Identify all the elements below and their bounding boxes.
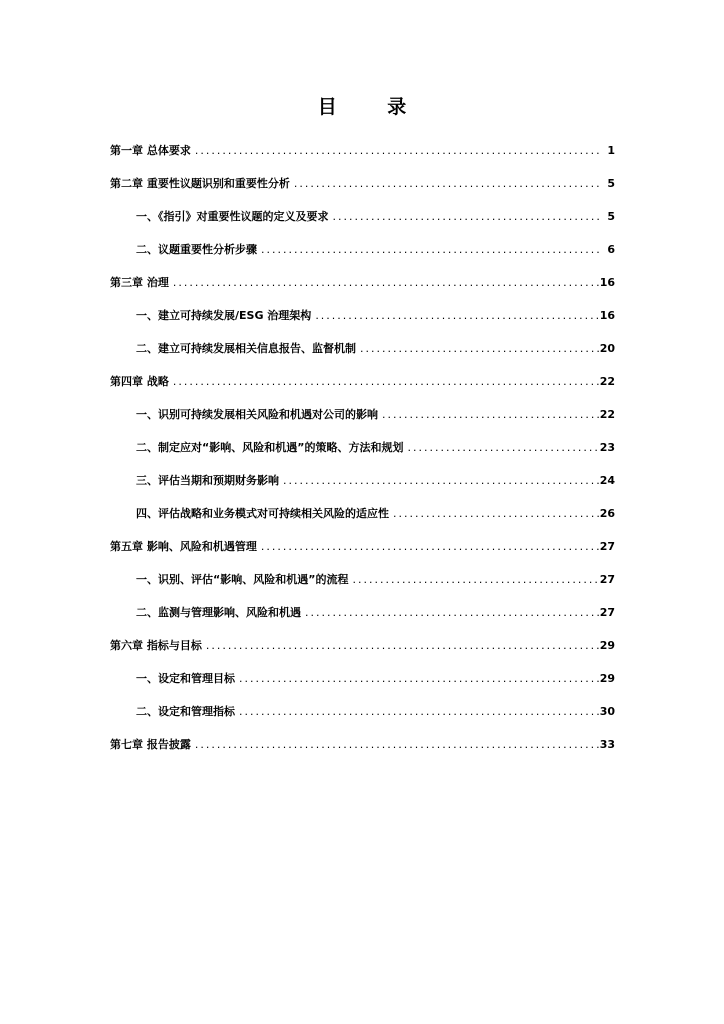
toc-entry-chapter-2[interactable] [110,167,615,200]
toc-entry-chapter-3[interactable] [110,266,615,299]
toc-entry-section[interactable] [110,662,615,695]
toc-entry-page: 22 [599,407,615,421]
toc-entry-label: 第四章 战略 [110,374,169,388]
toc-entry-section[interactable] [110,398,615,431]
toc-entry-page: 30 [599,704,615,718]
toc-dot-leader [356,342,600,356]
toc-entry-label: 二、制定应对“影响、风险和机遇”的策略、方法和规划 [136,440,404,454]
toc-entry-chapter-6[interactable] [110,629,615,662]
toc-dot-leader [191,144,601,158]
toc-entry-label: 一、识别、评估“影响、风险和机遇”的流程 [136,572,349,586]
toc-dot-leader [235,705,600,719]
toc-entry-label: 四、评估战略和业务模式对可持续相关风险的适应性 [136,506,389,520]
toc-entry-section[interactable] [110,563,615,596]
toc-entry-chapter-4[interactable] [110,365,615,398]
toc-entry-label: 二、监测与管理影响、风险和机遇 [136,605,301,619]
toc-entry-page: 33 [599,737,615,751]
toc-entry-page: 6 [607,242,615,256]
toc-entry-section[interactable] [110,464,615,497]
toc-entry-chapter-7[interactable] [110,728,615,761]
toc-entry-page: 24 [599,473,615,487]
toc-entry-label: 三、评估当期和预期财务影响 [136,473,279,487]
toc-entry-label: 一、识别可持续发展相关风险和机遇对公司的影响 [136,407,378,421]
toc-dot-leader [257,540,600,554]
toc-entry-page: 27 [599,572,615,586]
toc-entry-label: 第二章 重要性议题识别和重要性分析 [110,176,290,190]
toc-dot-leader [403,441,599,455]
toc-entry-label: 第一章 总体要求 [110,143,191,157]
toc-dot-leader [290,177,601,191]
toc-entry-page: 16 [599,308,615,322]
toc-dot-leader [311,309,599,323]
toc-dot-leader [329,210,602,224]
toc-entry-label: 二、议题重要性分析步骤 [136,242,257,256]
toc-entry-page: 22 [599,374,615,388]
toc-dot-leader [348,573,599,587]
toc-dot-leader [169,276,600,290]
toc-entry-page: 29 [599,638,615,652]
table-of-contents [110,134,615,761]
toc-entry-chapter-5[interactable] [110,530,615,563]
toc-dot-leader [235,672,600,686]
toc-entry-label: 一、建立可持续发展/ESG 治理架构 [136,308,312,322]
toc-entry-label: 第七章 报告披露 [110,737,191,751]
toc-entry-page: 27 [599,539,615,553]
toc-entry-page: 29 [599,671,615,685]
toc-entry-label: 第三章 治理 [110,275,169,289]
toc-entry-label: 第五章 影响、风险和机遇管理 [110,539,257,553]
toc-entry-label: 二、设定和管理指标 [136,704,235,718]
toc-entry-section[interactable] [110,299,615,332]
toc-entry-page: 16 [599,275,615,289]
toc-entry-page: 5 [607,176,615,190]
toc-entry-page: 23 [599,440,615,454]
toc-dot-leader [389,507,600,521]
toc-entry-page: 27 [599,605,615,619]
toc-entry-page: 20 [599,341,615,355]
toc-dot-leader [257,243,601,257]
toc-title: 目 录 [317,96,429,118]
toc-dot-leader [378,408,600,422]
toc-entry-section[interactable] [110,431,615,464]
toc-entry-label: 第六章 指标与目标 [110,638,202,652]
toc-entry-section[interactable] [110,200,615,233]
toc-entry-section[interactable] [110,596,615,629]
toc-entry-section[interactable] [110,695,615,728]
toc-entry-page: 26 [599,506,615,520]
toc-entry-section[interactable] [110,233,615,266]
toc-entry-section[interactable] [110,332,615,365]
toc-dot-leader [279,474,600,488]
toc-dot-leader [169,375,600,389]
toc-entry-page: 1 [607,143,615,157]
toc-dot-leader [202,639,600,653]
toc-entry-section[interactable] [110,497,615,530]
toc-dot-leader [191,738,600,752]
toc-dot-leader [301,606,600,620]
toc-entry-label: 二、建立可持续发展相关信息报告、监督机制 [136,341,356,355]
toc-entry-label: 一、《指引》对重要性议题的定义及要求 [136,209,329,223]
toc-entry-chapter-1[interactable] [110,134,615,167]
toc-entry-page: 5 [607,209,615,223]
toc-entry-label: 一、设定和管理目标 [136,671,235,685]
